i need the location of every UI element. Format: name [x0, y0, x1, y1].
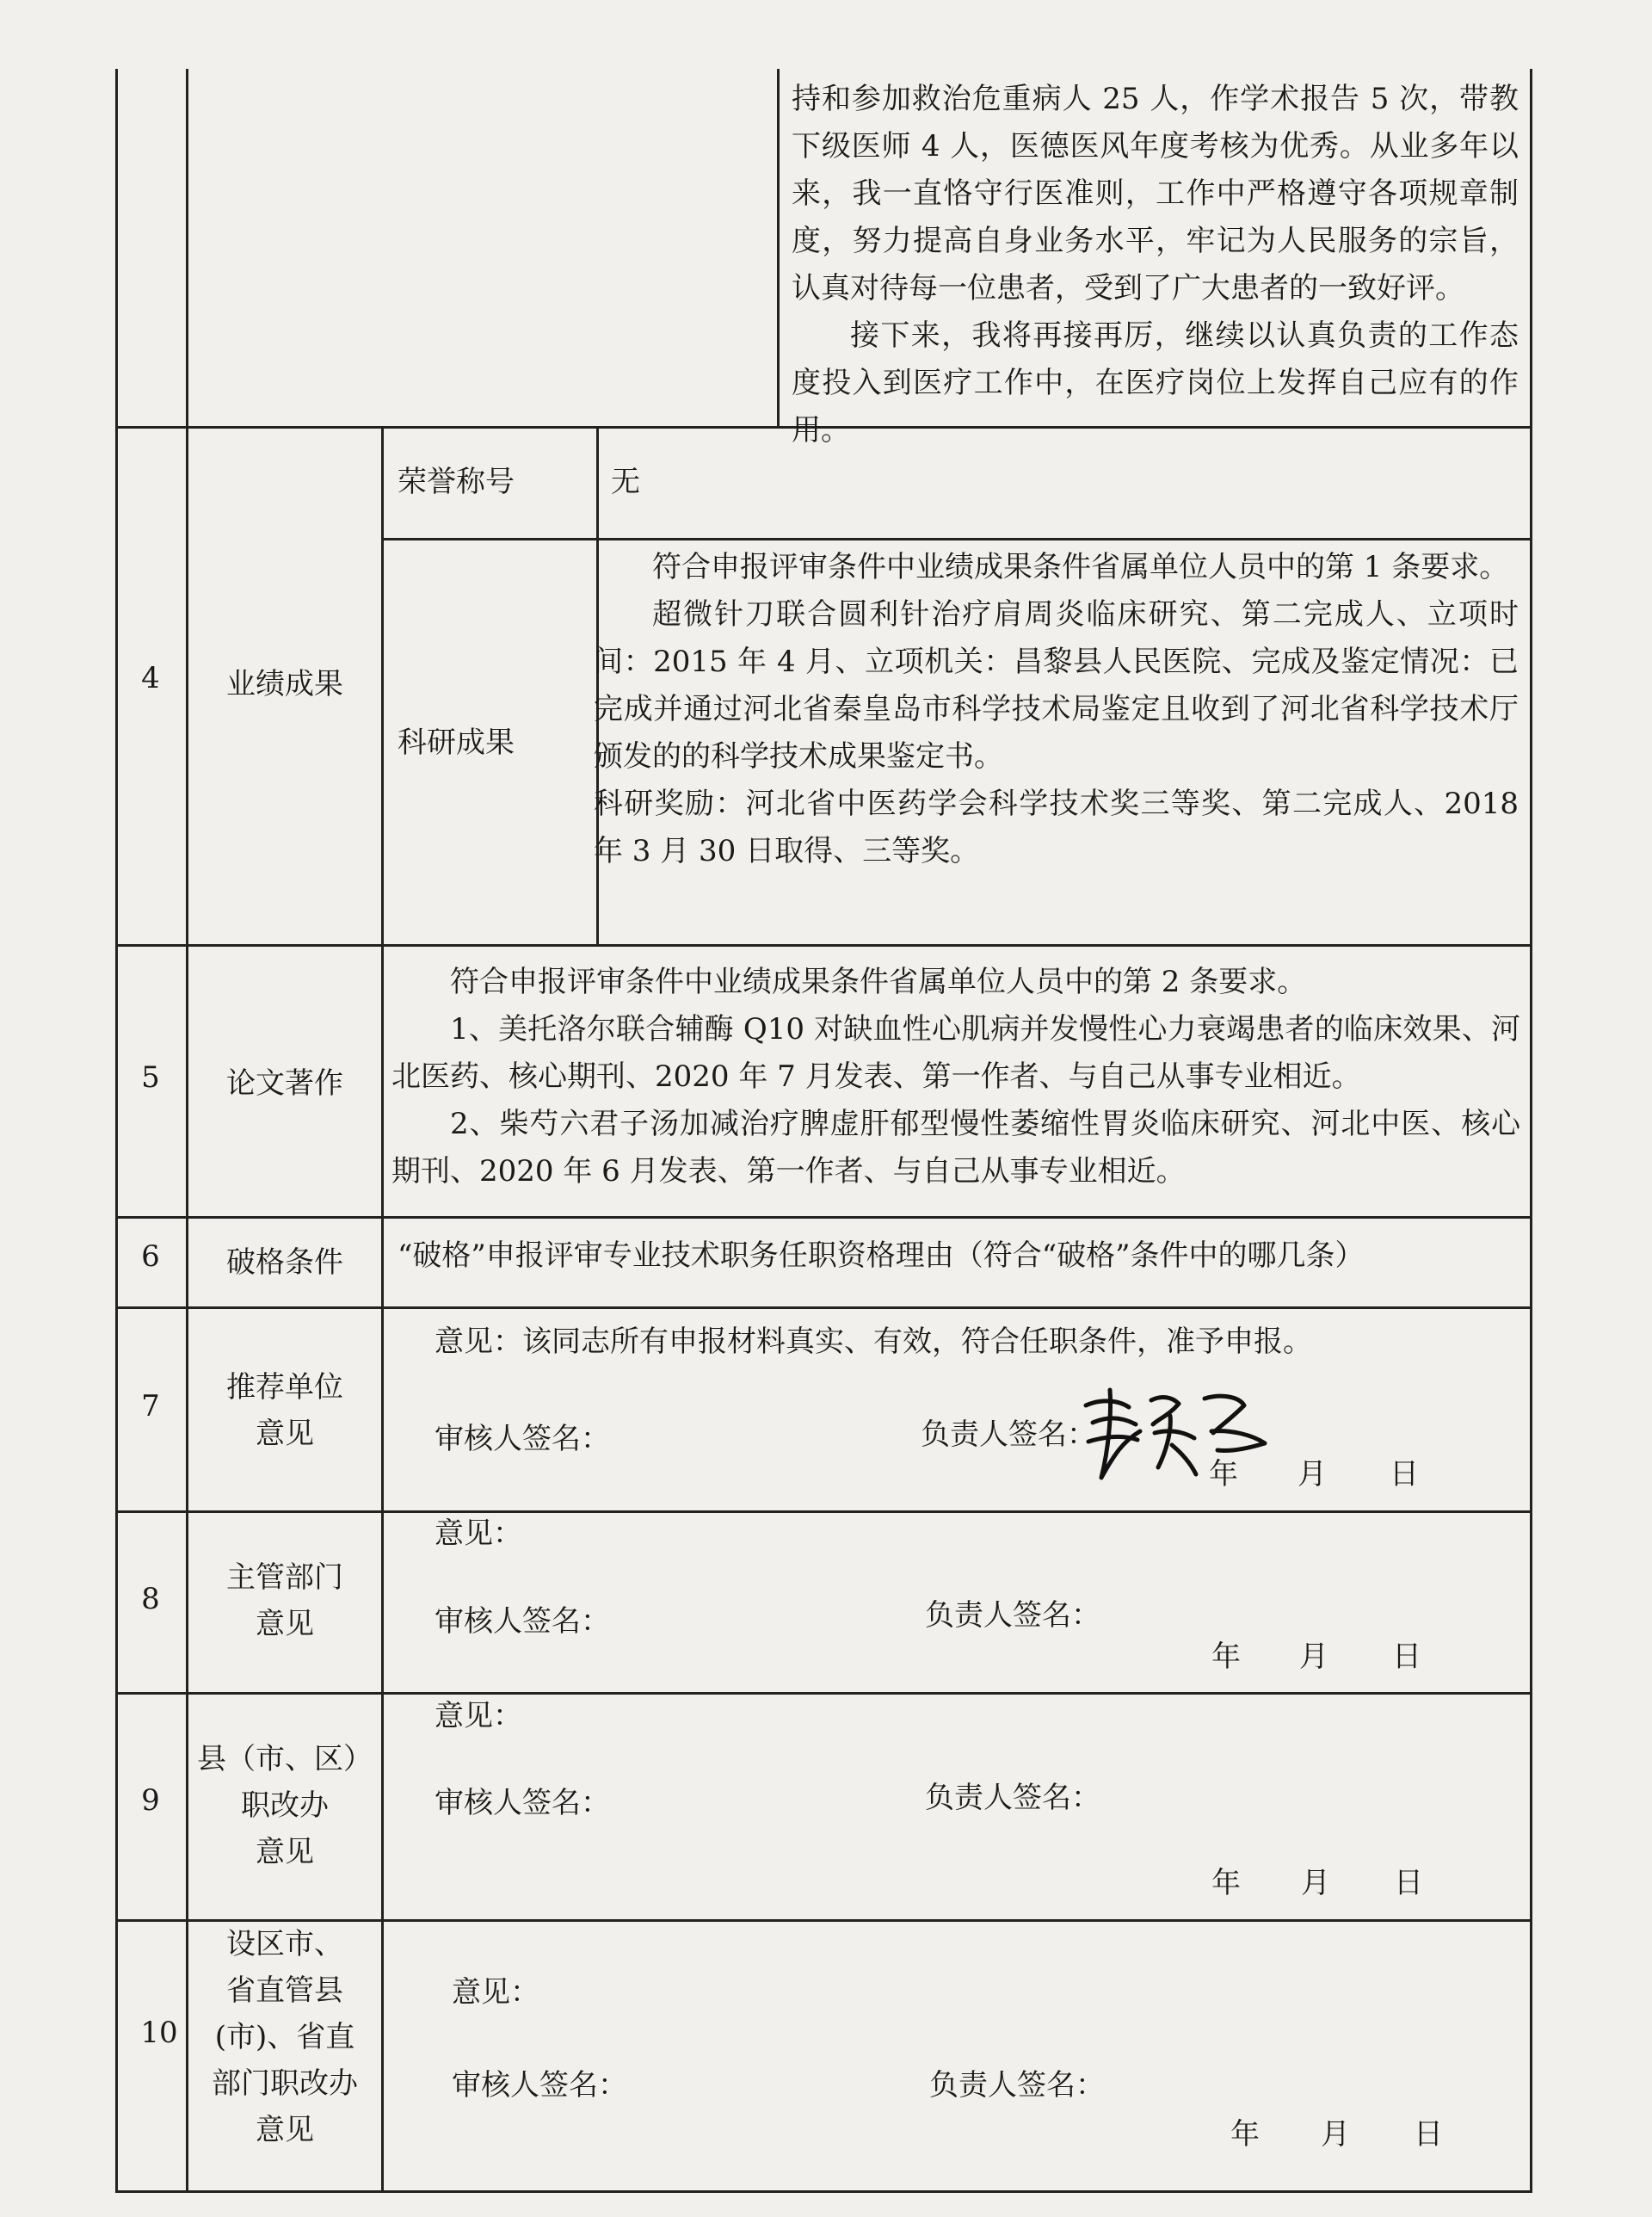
- row-label-achievements: 业绩成果: [226, 667, 343, 701]
- papers-text: 符合申报评审条件中业绩成果条件省属单位人员中的第 2 条要求。 1、美托洛尔联合辅酶 Q10 对缺血性心肌病并发慢性心力衰竭患者的临床效果、河北医药、核心期刊、2020 年 7 月发表、第一作者、与自己从事专业相近。 2、柴芍六君子汤加减治疗脾虚肝郁型慢性萎缩性胃炎临床研究、河北中医、核心期刊、2020 年 6 月发表、第一作者、与自己从事专业相近。: [391, 965, 1520, 1189]
- reviewer-signature-label: 审核人签名：: [452, 2068, 627, 2103]
- row-label-supervisor: 主管部门 意见: [226, 1560, 343, 1641]
- row-number: 6: [141, 1239, 160, 1274]
- row-label-recommender: 推荐单位 意见: [226, 1370, 343, 1451]
- row-number: 9: [141, 1783, 160, 1818]
- date-day: 日: [1392, 1640, 1421, 1674]
- col-divider-label: [381, 426, 384, 2193]
- leader-signature-label: 负责人签名：: [925, 1781, 1100, 1815]
- row-line-top-row8: [115, 1510, 1532, 1513]
- date-month: 月: [1298, 1457, 1327, 1491]
- date-day: 日: [1390, 1457, 1419, 1491]
- research-label: 科研成果: [398, 726, 515, 760]
- table-border-bottom: [115, 2190, 1532, 2193]
- row-line-top-row5: [115, 944, 1532, 947]
- date-year: 年: [1211, 1866, 1241, 1900]
- handwritten-signature: [1076, 1381, 1273, 1485]
- supervisor-opinion: 意见：: [435, 1516, 522, 1551]
- row-line-top-row7: [115, 1306, 1532, 1309]
- col-divider-continuation: [777, 69, 780, 429]
- reviewer-signature-label: 审核人签名：: [435, 1604, 610, 1639]
- reviewer-signature-label: 审核人签名：: [435, 1422, 610, 1456]
- date-month: 月: [1299, 1640, 1328, 1674]
- continuation-text: 持和参加救治危重病人 25 人，作学术报告 5 次，带教下级医师 4 人，医德医风年度考核为优秀。从业多年以来，我一直恪守行医准则，工作中严格遵守各项规章制度，努力提高自身业务水平，牢记为人民服务的宗旨，认真对待每一位患者，受到了广大患者的一致好评。 接下来，我将再接再厉，继续以认真负责的工作态度投入到医疗工作中，在医疗岗位上发挥自己应有的作用。: [792, 82, 1519, 448]
- leader-signature-label: 负责人签名：: [929, 2068, 1105, 2103]
- row-label-city-office: 设区市、 省直管县 (市)、省直 部门职改办 意见: [212, 1927, 358, 2147]
- row-line-row4-mid: [381, 538, 1532, 540]
- date-year: 年: [1209, 1457, 1238, 1491]
- date-day: 日: [1414, 2117, 1443, 2152]
- row-label-county-office: 县（市、区） 职改办 意见: [197, 1742, 373, 1869]
- research-text: 符合申报评审条件中业绩成果条件省属单位人员中的第 1 条要求。 超微针刀联合圆利针治疗肩周炎临床研究、第二完成人、立项时间：2015 年 4 月、立项机关：昌黎县人民医院、完成及鉴定情况：已完成并通过河北省秦皇岛市科学技术局鉴定且收到了河北省科学技术厅颁发的的科学技术成果鉴定书。 科研奖励：河北省中医药学会科学技术奖三等奖、第二完成人、2018 年 3 月 30 日取得、三等奖。: [594, 550, 1519, 868]
- date-year: 年: [1211, 1640, 1241, 1674]
- date-day: 日: [1394, 1866, 1423, 1900]
- reviewer-signature-label: 审核人签名：: [435, 1786, 610, 1820]
- row-number: 10: [140, 2016, 178, 2050]
- county-opinion: 意见：: [435, 1699, 522, 1733]
- row-line-top-row9: [115, 1692, 1532, 1695]
- row-label-exception: 破格条件: [226, 1245, 343, 1280]
- table-border-left: [115, 69, 118, 2193]
- row-number: 8: [141, 1582, 160, 1616]
- recommender-opinion: 意见：该同志所有申报材料真实、有效，符合任职条件，准予申报。: [435, 1325, 1312, 1359]
- city-opinion: 意见：: [452, 1975, 539, 2010]
- exception-text: “破格”申报评审专业技术职务任职资格理由（符合“破格”条件中的哪几条）: [398, 1238, 1365, 1273]
- leader-signature-label: 负责人签名：: [921, 1417, 1096, 1452]
- table-border-right: [1530, 69, 1532, 2193]
- row-line-top-row6: [115, 1216, 1532, 1219]
- row-number: 4: [141, 661, 160, 695]
- row-number: 5: [141, 1060, 160, 1095]
- leader-signature-label: 负责人签名：: [925, 1598, 1100, 1633]
- row-number: 7: [141, 1389, 160, 1423]
- date-year: 年: [1230, 2117, 1260, 2152]
- honor-title-value: 无: [611, 465, 640, 499]
- date-month: 月: [1321, 2117, 1350, 2152]
- row-label-papers: 论文著作: [226, 1066, 343, 1101]
- date-month: 月: [1301, 1866, 1330, 1900]
- honor-title-label: 荣誉称号: [398, 465, 515, 499]
